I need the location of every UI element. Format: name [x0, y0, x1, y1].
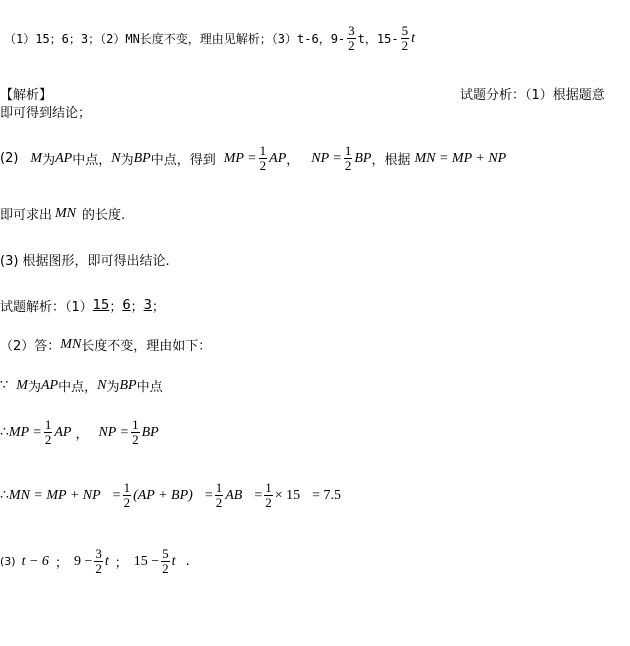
answer-line [4, 24, 415, 53]
fraction-one-half: $\frac{1}{2}$ [259, 143, 267, 173]
analysis-step2-continued: 即可求出 MN 的长度. [0, 205, 126, 223]
solution-because-line: ∵ M 为 AP 中点， N 为 BP 中点 [0, 377, 163, 395]
analysis-heading: 【解析】 [0, 88, 53, 103]
fraction-three-halves: $\frac{3}{2}$ [348, 23, 355, 53]
answer-text-part2: t，15- [357, 32, 399, 46]
answer-blank-1: 15 [92, 298, 110, 313]
answer-text-part1: （1）15；6；3；（2）MN长度不变，理由见解析；（3）t-6，9- [4, 32, 346, 46]
because-symbol: ∵ [0, 378, 9, 393]
analysis-intro-continued: 即可得到结论； [0, 106, 92, 121]
solution-therefore-line-2: ∴ MN = MP + NP = $\frac{1}{2}$ (AP + BP) = $\frac{1}{2}$ AB = $\frac{1}{2}$ × 15 = 7.5 [0, 480, 342, 510]
answer-blank-3: 3 [143, 298, 152, 313]
answer-text-part3: t [411, 30, 415, 46]
fraction-one-half: $\frac{1}{2}$ [123, 480, 131, 510]
therefore-symbol: ∴ [0, 488, 9, 503]
therefore-symbol: ∴ [0, 425, 9, 440]
analysis-step3: (3) 根据图形，即可得出结论. [0, 254, 170, 269]
fraction-five-halves: $\frac{5}{2}$ [401, 23, 409, 53]
solution-part1: 试题解析：（1） 15 ； 6 ； 3 ； [0, 298, 165, 315]
solution-therefore-line-1: ∴ MP = $\frac{1}{2}$ AP ， NP = $\frac{1}{2}$ BP [0, 417, 159, 447]
analysis-intro: 试题分析：（1）根据题意 [460, 88, 605, 103]
answer-blank-2: 6 [122, 298, 131, 313]
fraction-three-halves: $\frac{3}{2}$ [95, 546, 102, 576]
fraction-one-half: $\frac{1}{2}$ [265, 480, 272, 510]
fraction-one-half: $\frac{1}{2}$ [132, 417, 139, 447]
fraction-one-half: $\frac{1}{2}$ [344, 143, 352, 173]
fraction-one-half: $\frac{1}{2}$ [215, 480, 223, 510]
analysis-step2: (2) M 为 AP 中点， N 为 BP 中点，得到 MP = $\frac{1}{2}$ AP ， NP = $\frac{1}{2}$ BP ，根据 MN = MP + NP [0, 143, 507, 173]
fraction-one-half: $\frac{1}{2}$ [44, 417, 52, 447]
solution-part2-heading: （2）答： MN 长度不变，理由如下： [0, 336, 212, 354]
solution-part3-line: (3) t − 6 ； 9 − $\frac{3}{2}$ t ； 15 − $\frac{5}{2}$ t . [0, 546, 190, 576]
fraction-five-halves: $\frac{5}{2}$ [162, 546, 169, 576]
